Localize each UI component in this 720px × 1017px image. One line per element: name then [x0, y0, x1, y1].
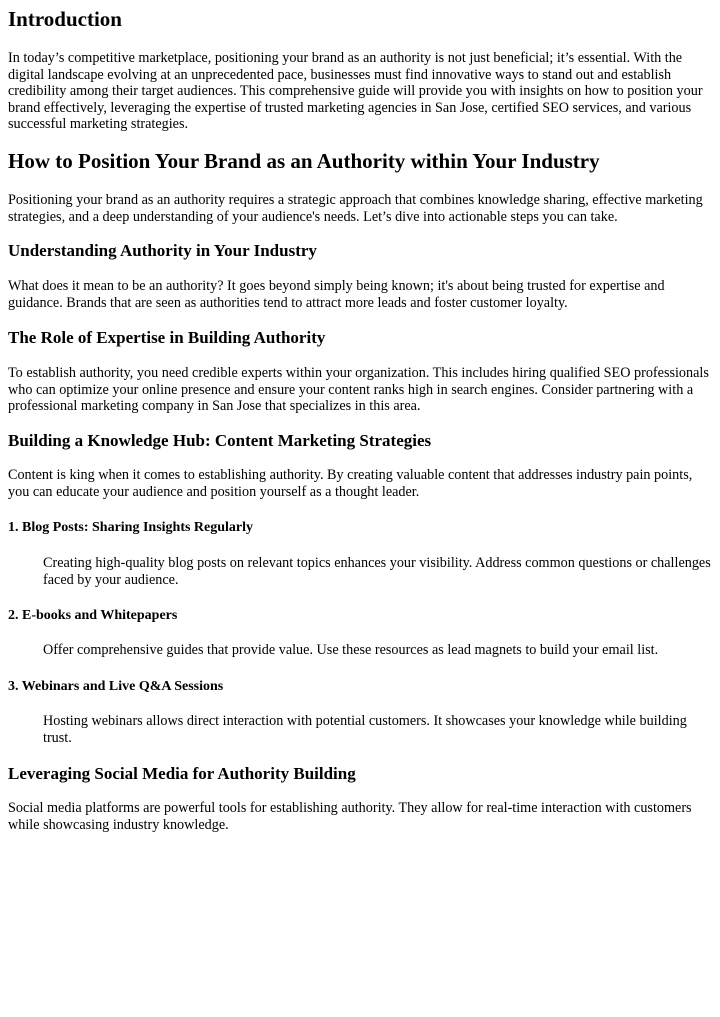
- section-heading-role-of-expertise: The Role of Expertise in Building Authority: [8, 328, 326, 347]
- main-paragraph: Positioning your brand as an authority requires a strategic approach that combines knowledge sharing, effective marketing strategies, and a deep understanding of your audience's needs. Let’s dive into actionable steps you can take.: [8, 192, 703, 225]
- intro-heading: Introduction: [8, 7, 122, 31]
- subsection-heading-webinars: 3. Webinars and Live Q&A Sessions: [8, 679, 224, 694]
- section-heading-understanding-authority: Understanding Authority in Your Industry: [8, 241, 317, 260]
- subsection-heading-blog-posts: 1. Blog Posts: Sharing Insights Regularly: [8, 520, 254, 535]
- section-paragraph-understanding-authority: What does it mean to be an authority? It goes beyond simply being known; it's about being trusted for expertise and guidance. Brands that are seen as authorities tend to attract more leads and foster customer loyalty.: [8, 278, 665, 311]
- section-paragraph-knowledge-hub: Content is king when it comes to establishing authority. By creating valuable content that addresses industry pain points, you can educate your audience and position yourself as a thought leader.: [8, 467, 693, 500]
- subsection-heading-ebooks: 2. E-books and Whitepapers: [8, 608, 178, 623]
- subsection-text-webinars: Hosting webinars allows direct interaction with potential customers. It showcases your knowledge while building trust.: [43, 713, 687, 746]
- subsection-text-blog-posts: Creating high-quality blog posts on relevant topics enhances your visibility. Address common questions or challenges faced by your audience.: [43, 555, 711, 588]
- subsection-text-ebooks: Offer comprehensive guides that provide value. Use these resources as lead magnets to build your email list.: [43, 642, 659, 658]
- main-heading: How to Position Your Brand as an Authority within Your Industry: [8, 149, 600, 173]
- section-heading-social-media: Leveraging Social Media for Authority Building: [8, 764, 356, 783]
- section-paragraph-role-of-expertise: To establish authority, you need credible experts within your organization. This includes hiring qualified SEO professionals who can optimize your online presence and ensure your content ranks high in search engines. Consider partnering with a professional marketing company in San Jose that specializes in this area.: [8, 365, 709, 415]
- intro-paragraph: In today’s competitive marketplace, positioning your brand as an authority is not just beneficial; it’s essential. With the digital landscape evolving at an unprecedented pace, businesses must find innovative ways to stand out and establish credibility among their target audiences. This comprehensive guide will provide you with insights on how to position your brand effectively, leveraging the expertise of trusted marketing agencies in San Jose, certified SEO services, and various successful marketing strategies.: [8, 50, 703, 133]
- section-paragraph-social-media: Social media platforms are powerful tools for establishing authority. They allow for real-time interaction with customers while showcasing industry knowledge.: [8, 800, 692, 833]
- section-heading-knowledge-hub: Building a Knowledge Hub: Content Marketing Strategies: [8, 431, 432, 450]
